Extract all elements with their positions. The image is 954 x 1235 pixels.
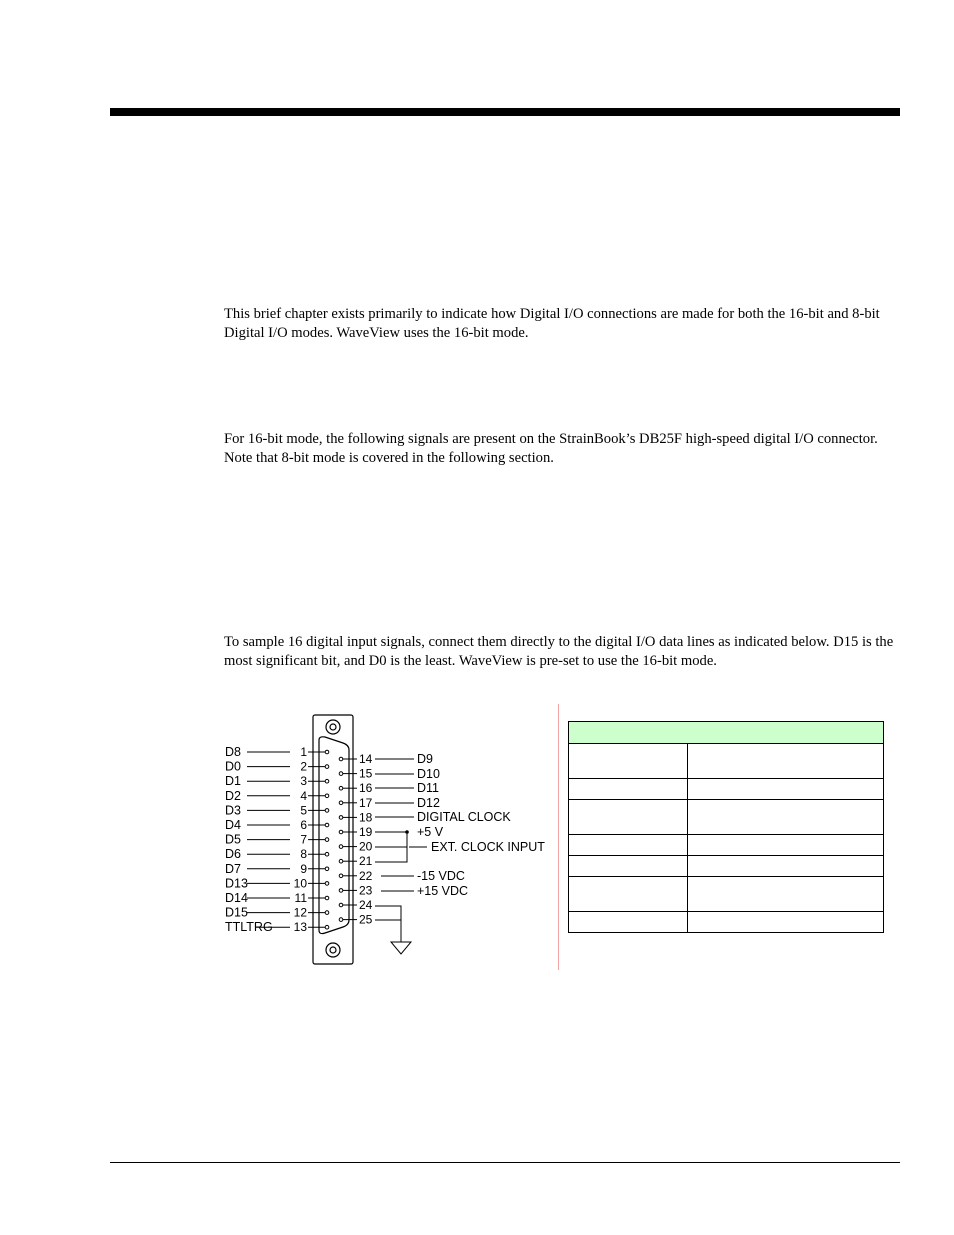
pin-number: 15: [359, 766, 373, 781]
pin-hole: [339, 889, 343, 893]
pin-hole: [339, 859, 343, 863]
table-cell: [688, 877, 884, 912]
pin-hole: [325, 911, 329, 915]
table-cell: [688, 912, 884, 933]
pin-hole: [339, 830, 343, 834]
pin-number: 16: [359, 781, 373, 796]
sampling-paragraph: To sample 16 digital input signals, connect them directly to the digital I/O data lines as indicated below. D15 is the most significant bit, and D0 is the least. WaveView is pre-set to use the 16-bit mode.: [224, 634, 894, 669]
table-cell: [569, 800, 688, 835]
pin-number: 8: [300, 847, 307, 862]
table-cell: [688, 835, 884, 856]
right-signal-label: D12: [417, 796, 440, 810]
pin-hole: [325, 925, 329, 929]
left-signal-label: D5: [225, 832, 241, 847]
left-signal-label: D3: [225, 803, 241, 818]
pin-number: 13: [293, 920, 307, 935]
table-body: [569, 744, 884, 933]
table-cell: [688, 856, 884, 877]
pin-hole: [325, 867, 329, 871]
table-row: [569, 856, 884, 877]
pin-hole: [339, 816, 343, 820]
pin-hole: [339, 757, 343, 761]
pin-number: 2: [300, 759, 307, 774]
pin-hole: [325, 823, 329, 827]
pin-hole: [325, 765, 329, 769]
left-signal-label: D8: [225, 745, 241, 759]
pin-hole: [325, 809, 329, 813]
pin-number: 20: [359, 839, 373, 854]
table-row: [569, 800, 884, 835]
column-divider: [558, 704, 559, 970]
left-signal-label: D1: [225, 774, 241, 789]
pin-hole: [339, 874, 343, 878]
left-signal-label: D0: [225, 759, 241, 774]
left-signal-label: TTLTRG: [225, 920, 273, 935]
pin-number: 25: [359, 912, 373, 927]
table-header: [569, 722, 884, 744]
pin-number: 4: [300, 788, 307, 803]
pin-number: 11: [294, 891, 307, 905]
table-cell: [569, 912, 688, 933]
left-signal-label: D2: [225, 788, 241, 803]
pin-number: 18: [359, 810, 373, 825]
right-signal-label: +15 VDC: [417, 884, 469, 898]
right-signal-label: D11: [417, 781, 440, 795]
pin-number: 5: [300, 803, 307, 818]
db25-connector-diagram: [195, 710, 560, 972]
pin-hole: [339, 772, 343, 776]
right-pin-group: [339, 752, 372, 927]
right-signal-label: DIGITAL CLOCK: [417, 810, 511, 824]
junction-dot: [405, 830, 409, 834]
right-signal-group: [375, 752, 545, 898]
pin-number: 10: [293, 876, 307, 891]
header-rule: [110, 108, 900, 116]
table-cell: [569, 856, 688, 877]
right-signal-label: D9: [417, 752, 433, 766]
pin-number: 7: [300, 832, 307, 847]
footer-rule: [110, 1162, 900, 1163]
pin-number: 17: [359, 795, 373, 810]
pin-number: 6: [300, 818, 307, 832]
pin-number: 14: [359, 752, 373, 766]
pin-assignment-table: [568, 721, 884, 933]
pin-number: 12: [293, 905, 307, 920]
sixteen-bit-paragraph: For 16-bit mode, the following signals are present on the StrainBook’s DB25F high-speed digital I/O connector. Note that 8-bit mode is covered in the following section.: [224, 431, 878, 466]
pin-hole: [325, 896, 329, 900]
right-signal-label: +5 V: [417, 825, 444, 839]
table-row: [569, 912, 884, 933]
left-signal-label: D4: [225, 818, 241, 832]
left-signal-label: D7: [225, 861, 241, 876]
pin-hole: [325, 779, 329, 783]
pin-number: 19: [359, 825, 373, 839]
right-signal-label: -15 VDC: [417, 869, 465, 883]
pin-hole: [339, 801, 343, 805]
table-cell: [569, 877, 688, 912]
pin-number: 1: [300, 745, 307, 759]
pin-hole: [339, 903, 343, 907]
table-cell: [688, 744, 884, 779]
pin-number: 23: [359, 883, 373, 898]
table-cell: [688, 800, 884, 835]
pin-hole: [325, 852, 329, 856]
left-signal-label: D13: [225, 876, 248, 891]
table-cell: [569, 835, 688, 856]
pin-hole: [339, 918, 343, 922]
pin-hole: [339, 786, 343, 790]
pin-hole: [325, 838, 329, 842]
right-signal-label: EXT. CLOCK INPUT: [431, 840, 545, 854]
pin-number: 21: [359, 854, 373, 869]
pin-hole: [325, 750, 329, 754]
pin-hole: [339, 845, 343, 849]
table-row: [569, 779, 884, 800]
wiring: [375, 832, 411, 954]
left-signal-label: D14: [225, 891, 248, 905]
table-cell: [688, 779, 884, 800]
left-signal-label: D15: [225, 905, 248, 920]
pin-number: 3: [300, 774, 307, 789]
pin-number: 9: [300, 861, 307, 876]
left-signal-label: D6: [225, 847, 241, 862]
pin-number: 22: [359, 868, 373, 883]
right-signal-label: D10: [417, 767, 440, 781]
pin-hole: [325, 882, 329, 886]
pin-number: 24: [359, 898, 373, 912]
table-row: [569, 877, 884, 912]
intro-paragraph: This brief chapter exists primarily to indicate how Digital I/O connections are made for both the 16-bit and 8-bit Digital I/O modes. WaveView uses the 16-bit mode.: [224, 306, 880, 341]
table-cell: [569, 779, 688, 800]
table-cell: [569, 744, 688, 779]
table-row: [569, 835, 884, 856]
table-row: [569, 744, 884, 779]
pin-hole: [325, 794, 329, 798]
